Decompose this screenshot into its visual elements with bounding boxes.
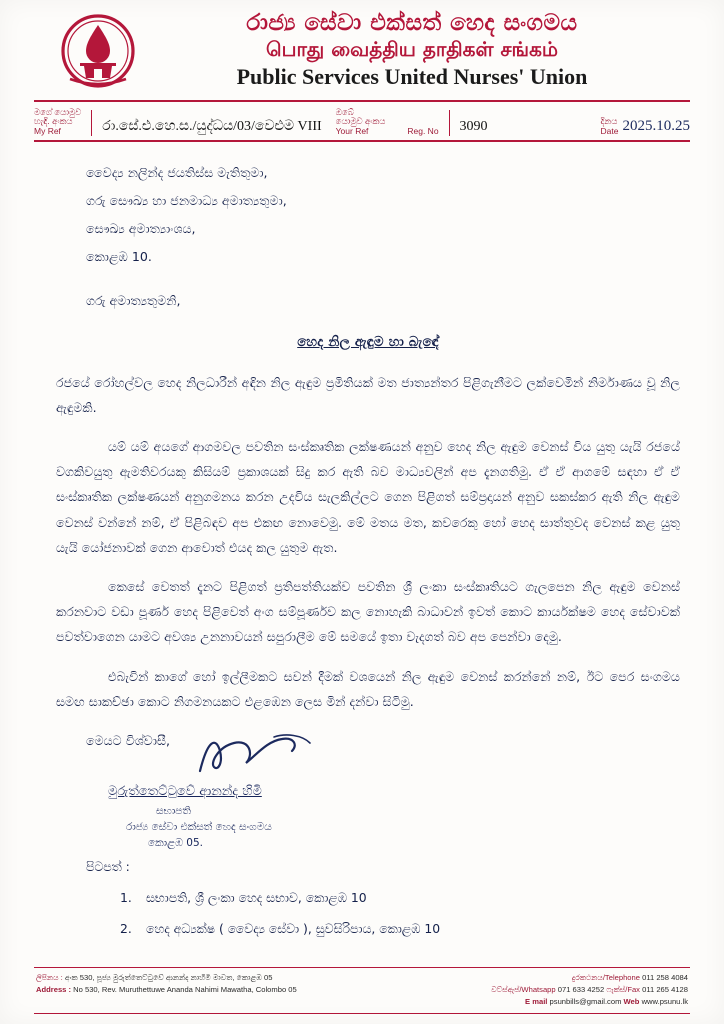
date-label xyxy=(601,117,619,136)
address-line: වෛද්‍ය නලින්ද ජයතිස්ස මැතිතුමා, xyxy=(86,164,268,180)
signatory-role-3: කොළඹ 05. xyxy=(148,837,203,850)
list-item xyxy=(120,886,680,911)
my-ref-label xyxy=(34,108,81,137)
reg-no-label-en: Reg. No xyxy=(407,125,439,136)
letterhead xyxy=(0,0,724,96)
letter-body xyxy=(0,142,724,942)
your-ref-label-sin2: යොමුව අංකය xyxy=(335,116,386,127)
footer-fax-label: ෆැක්ස්/Fax xyxy=(606,984,640,994)
letterhead-title-tamil: பொது வைத்திய தாதிகள் சங்கம் xyxy=(266,37,558,62)
footer-whatsapp-value: 071 633 4252 xyxy=(557,984,605,994)
footer-content xyxy=(36,972,688,1007)
date-label-sin: දිනය xyxy=(600,116,618,127)
letterhead-title-english: Public Services United Nurses' Union xyxy=(236,64,588,90)
footer-web-value[interactable]: www.psunu.lk xyxy=(641,996,688,1006)
footer-contacts xyxy=(491,972,688,1007)
letterhead-title-sinhala: රාජ්‍ය සේවා එක්සත් හෙද සංගමය xyxy=(246,10,578,36)
signatory-role-1: සභාපති xyxy=(156,805,191,818)
your-ref-cell xyxy=(336,108,390,137)
signatory-name: මුරුත්තෙට්ටුවේ ආනන්ද හිමි xyxy=(108,784,262,800)
paragraph: එබැවින් කාගේ හෝ ඉල්ලීමකට සවන් දීමක් වශයෙන් නිල ඇඳුම වෙනස් කරන්නේ නම්, ඊට පෙර සංගමය සමඟ සාකච්ඡා කොට නිගමනයකට එළඹෙන ලෙස මින් දන්වා සිටිමු. xyxy=(56,668,680,709)
letter-footer xyxy=(0,967,724,1014)
my-ref-value: රා.සේ.එ.හෙ.ස./යුද්ධය/03/වෙළුම VIII xyxy=(102,119,322,135)
footer-address-sin: අංක 530, පූජ්‍ය මුරුත්තෙට්ටුවේ ආනන්ද නාහිමි මාවත, කොළඹ 05 xyxy=(64,973,273,983)
footer-address-label-sin: ලිපිනය : xyxy=(36,973,63,983)
footer-address xyxy=(36,972,297,996)
paragraph: යම් යම් අයගේ ආගමවල පවතින සංස්කෘතික ලක්ෂණයන් අනුව හෙද නිල ඇඳුම වෙනස් විය යුතු යැයි රජයේ වගකිවයුතු ඇමතිවරයකු කිසියම් ප්‍රකාශයක් සිදු කර ඇති බව මාධ්‍යවලින් අප දැනගතිමු. ඒ ඒ ආගමේ සඳහා ඒ ඒ සංස්කෘතික ලක්ෂණයන් අනුගමනය කරන උදවිය සැලකිල්ලට ගෙන පිළිගත් සම්ප්‍රදායන් අනුව සකස්කර ඇති නිල ඇඳුම වෙනස් වන්නේ නම්, ඒ පිළිබඳව අප එකඟ නොවෙමු. මේ මතය මත, කවරෙකු හෝ හෙද සාත්තුවද වෙනස් කළ යුතු යැයි යෝජනාවක් ගෙන ආවොත් එයද කල යුතුම ඇත. xyxy=(56,439,680,555)
footer-fax-value: 011 265 4128 xyxy=(642,984,688,994)
address-line: කොළඹ 10. xyxy=(86,249,152,265)
date-value: 2025.10.25 xyxy=(622,118,690,135)
reg-no-cell xyxy=(407,110,487,136)
date-label-en: Date xyxy=(600,125,619,136)
divider-footer-top xyxy=(34,967,690,969)
handwritten-signature-icon xyxy=(194,731,314,777)
address-line: සෞඛ්‍ය අමාත්‍යාංශය, xyxy=(86,221,196,237)
paragraph: රජයේ රෝහල්වල හෙද නිලධාරීන් අඳින නිල ඇඳුම ප්‍රමිතියක් මත ජාත්‍යන්තර පිළිගැනීමට ලක්වෙමින් නිර්මාණය වූ නිල ඇඳුමකි. xyxy=(56,374,680,415)
footer-address-en: No 530, Rev. Muruthettuwe Ananda Nahimi Mawatha, Colombo 05 xyxy=(73,984,297,994)
list-item xyxy=(120,917,680,942)
my-ref-label-en: My Ref xyxy=(34,125,61,136)
signatory-role-2: රාජ්‍ය සේවා එක්සත් හෙද සංගමය xyxy=(126,821,272,834)
copy-number: 1. xyxy=(120,889,132,905)
salutation: ගරු අමාත්‍යතුමනි, xyxy=(86,292,181,308)
copy-text: හෙද අධ්‍යක්ෂ ( වෛද්‍ය සේවා ), සුවසිරිපාය, කොළඹ 10 xyxy=(146,920,441,936)
your-ref-label-sin1: ඔබේ xyxy=(335,106,354,117)
your-ref-label-en: Your Ref xyxy=(335,125,369,136)
ref-divider-2 xyxy=(449,110,450,136)
footer-whatsapp-label: වට්ස්ඇප්/Whatsapp xyxy=(491,984,556,994)
copy-number: 2. xyxy=(120,920,132,936)
reg-no-value: 3090 xyxy=(459,119,488,135)
footer-tel-value: 011 258 4084 xyxy=(642,973,688,983)
footer-tel-label: දුරකථනය/Telephone xyxy=(571,973,640,983)
copies-title: පිටපත් : xyxy=(86,859,130,875)
ref-divider-1 xyxy=(91,110,92,136)
footer-email-value[interactable]: psunbills@gmail.com xyxy=(549,996,622,1006)
my-ref-label-sin2: හැඳි. අංකය xyxy=(34,116,73,127)
my-ref-label-sin1: මගේ යොමුව xyxy=(34,106,82,117)
closing: මෙයට විශ්වාසී, xyxy=(86,732,171,748)
date-cell xyxy=(601,117,690,136)
copy-text: සභාපති, ශ්‍රී ලංකා හෙද සභාව, කොළඹ 10 xyxy=(146,889,367,905)
your-ref-label xyxy=(336,108,386,137)
footer-email-label: E mail xyxy=(525,996,548,1006)
my-ref-cell xyxy=(34,108,322,137)
divider-footer-bottom xyxy=(34,1013,690,1015)
copies-block xyxy=(86,855,680,941)
reg-no-label xyxy=(407,127,438,137)
address-line: ගරු සෞඛ්‍ය හා ජනමාධ්‍ය අමාත්‍යතුමා, xyxy=(86,192,287,208)
footer-address-label-en: Address : xyxy=(36,984,72,994)
footer-web-label: Web xyxy=(623,996,640,1006)
paragraph: කෙසේ වෙතත් දැනට පිළිගත් ප්‍රතිපත්තියක්ව පවතින ශ්‍රී ලංකා සංස්කෘතියට ගැලපෙන නිල ඇඳුම වෙනස් කරනවාට වඩා පූර්ණ හෙද පිළිවෙත් අංග සම්පූර්ණව කල නොහැකි බාධාවන් ඉවත් කොට කාර්යක්ෂම හෙද සේවාවක් පවත්වාගෙන යාමට අවශ්‍ය උනනාවයන් සපුරාලීම මේ සමයේ ඉතා වැදගත් බව අප පෙන්වා දෙමු. xyxy=(56,579,680,645)
signature-block xyxy=(86,755,680,851)
subject-line: හෙද නිල ඇඳුම හා බැඳේ xyxy=(297,333,439,350)
divider-top xyxy=(34,100,690,102)
psunu-emblem-icon xyxy=(60,13,136,89)
reference-row xyxy=(34,108,690,141)
